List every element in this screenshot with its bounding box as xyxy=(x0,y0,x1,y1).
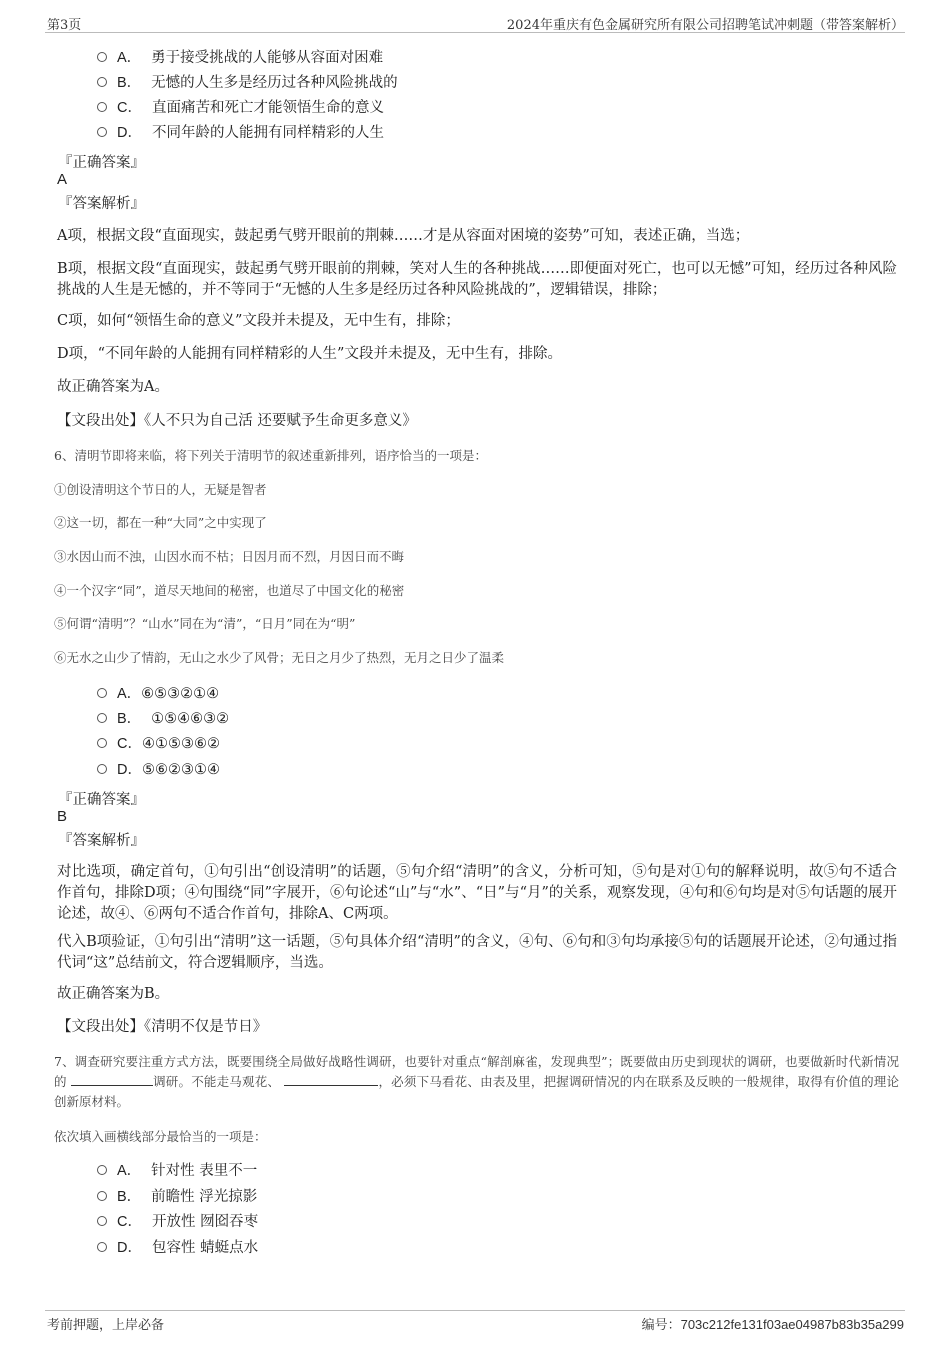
q6-conclusion: 故正确答案为B。 xyxy=(57,986,170,1002)
radio-icon[interactable] xyxy=(97,127,107,137)
footer-code xyxy=(642,1314,904,1333)
radio-icon[interactable] xyxy=(97,1191,107,1201)
option-letter: A． xyxy=(117,1163,142,1179)
q5-analysis-a: A项，根据文段“直面现实，鼓起勇气劈开眼前的荆棘……才是从容面对困境的姿势”可知，表述正确，当选； xyxy=(57,228,750,244)
option-text: ①⑤④⑥③② xyxy=(151,711,230,727)
q7-blank-1 xyxy=(71,1073,153,1086)
radio-icon[interactable] xyxy=(97,1216,107,1226)
option-text: 不同年龄的人能拥有同样精彩的人生 xyxy=(151,125,384,141)
q5-option-b[interactable] xyxy=(97,73,398,93)
q5-analysis-c: C项，如何“领悟生命的意义”文段并未提及，无中生有，排除； xyxy=(57,313,460,329)
document-title: 2024年重庆有色金属研究所有限公司招聘笔试冲刺题（带答案解析） xyxy=(506,18,904,33)
q7-option-b[interactable] xyxy=(97,1187,257,1207)
q6-source: 【文段出处】《清明不仅是节日》 xyxy=(57,1019,268,1035)
q7-stem-part3: ，必须下马看花、由表及里，把握调研情况的内在联系及反映的一般规律，取得有价值的理论创新原材料。 xyxy=(54,1074,899,1109)
q5-answer: A xyxy=(57,171,68,188)
q7-option-d[interactable] xyxy=(97,1238,258,1258)
q6-option-c[interactable] xyxy=(97,734,220,754)
option-text: 直面痛苦和死亡才能领悟生命的意义 xyxy=(151,100,384,116)
option-letter: D． xyxy=(117,1240,142,1256)
radio-icon[interactable] xyxy=(97,713,107,723)
radio-icon[interactable] xyxy=(97,738,107,748)
option-letter: C． xyxy=(117,1214,142,1230)
option-text: ④①⑤③⑥② xyxy=(141,736,220,752)
header-divider xyxy=(45,32,905,33)
q6-analysis-2: 代入B项验证，①句引出“清明”这一话题，⑤句具体介绍“清明”的含义，④句、⑥句和③句均承接⑤句的话题展开论述，②句通过指代词“这”总结前文，符合逻辑顺序，当选。 xyxy=(57,934,897,971)
radio-icon[interactable] xyxy=(97,1242,107,1252)
footer-divider xyxy=(45,1310,905,1311)
q6-answer: B xyxy=(57,808,68,825)
option-text: 勇于接受挑战的人能够从容面对困难 xyxy=(151,50,384,66)
q7-blank-2 xyxy=(284,1073,378,1086)
q6-sentence-3: ③水因山而不浊，山因水而不枯；日因月而不烈，月因日而不晦 xyxy=(54,549,405,564)
option-letter: D． xyxy=(117,125,142,141)
q7-option-c[interactable] xyxy=(97,1212,258,1232)
option-text: ⑤⑥②③①④ xyxy=(141,762,220,778)
option-letter: C． xyxy=(117,100,142,116)
footer-slogan: 考前押题，上岸必备 xyxy=(47,1318,165,1333)
q7-stem-part1: 7、调查研究要注重方式方法，既要围绕全局做好战略性调研，也要针对重点“解剖麻雀，发现典型”；既要做由历史到现状的调研，也要做新时代新情况的 xyxy=(54,1054,899,1089)
radio-icon[interactable] xyxy=(97,1165,107,1175)
option-letter: C． xyxy=(117,736,142,752)
q5-option-d[interactable] xyxy=(97,123,384,143)
q7-option-a[interactable] xyxy=(97,1161,257,1181)
q6-option-a[interactable] xyxy=(97,684,219,704)
radio-icon[interactable] xyxy=(97,102,107,112)
q6-option-b[interactable] xyxy=(97,709,229,729)
option-letter: B． xyxy=(117,75,142,91)
option-text: 前瞻性 浮光掠影 xyxy=(151,1189,258,1205)
q6-sentence-5: ⑤何谓“清明”？“山水”同在为“清”，“日月”同在为“明” xyxy=(54,616,356,631)
footer-code-value: 703c212fe131f03ae04987b83b35a299 xyxy=(680,1317,904,1332)
footer-code-label: 编号： xyxy=(641,1318,681,1333)
q5-answer-label: 『正确答案』 xyxy=(58,155,145,171)
option-text: 包容性 蜻蜓点水 xyxy=(151,1240,259,1256)
q5-source: 【文段出处】《人不只为自己活 还要赋予生命更多意义》 xyxy=(57,413,417,429)
q5-option-a[interactable] xyxy=(97,48,383,68)
q6-sentence-6: ⑥无水之山少了情韵，无山之水少了风骨；无日之月少了热烈，无月之日少了温柔 xyxy=(54,650,505,665)
option-letter: A． xyxy=(117,50,142,66)
option-letter: D． xyxy=(117,762,142,778)
q6-option-d[interactable] xyxy=(97,760,220,780)
option-letter: B． xyxy=(117,1189,142,1205)
option-text: ⑥⑤③②①④ xyxy=(141,686,220,702)
q6-answer-label: 『正确答案』 xyxy=(58,792,145,808)
radio-icon[interactable] xyxy=(97,77,107,87)
q5-analysis-d: D项，“不同年龄的人能拥有同样精彩的人生”文段并未提及，无中生有，排除。 xyxy=(57,346,562,362)
option-letter: B． xyxy=(117,711,142,727)
page-number: 第3页 xyxy=(47,18,82,33)
radio-icon[interactable] xyxy=(97,688,107,698)
q6-sentence-1: ①创设清明这个节日的人，无疑是智者 xyxy=(54,482,267,497)
option-text: 针对性 表里不一 xyxy=(151,1163,258,1179)
radio-icon[interactable] xyxy=(97,52,107,62)
q5-option-c[interactable] xyxy=(97,98,384,118)
q6-analysis-1: 对比选项，确定首句，①句引出“创设清明”的话题，⑤句介绍“清明”的含义，分析可知，⑤句是对①句的解释说明，故⑤句不适合作首句，排除D项；④句围绕“同”字展开，⑥句论述“山”与“水”、“日”与“月”的关系，观察发现，④句和⑥句均是对⑤句话题的展开论述，故④、⑥两句不适合作首句，排除A、C两项。 xyxy=(57,864,897,922)
q6-analysis-label: 『答案解析』 xyxy=(58,833,145,849)
radio-icon[interactable] xyxy=(97,764,107,774)
q5-conclusion: 故正确答案为A。 xyxy=(57,379,169,395)
q5-analysis-b: B项，根据文段“直面现实，鼓起勇气劈开眼前的荆棘，笑对人生的各种挑战……即便面对死亡，也可以无憾”可知，经历过各种风险挑战的人生是无憾的，并不等同于“无憾的人生多是经历过各种风险挑战的”，逻辑错误，排除； xyxy=(57,261,897,298)
q6-sentence-4: ④一个汉字“同”，道尽天地间的秘密，也道尽了中国文化的秘密 xyxy=(54,583,405,598)
option-text: 无憾的人生多是经历过各种风险挑战的 xyxy=(151,75,398,91)
q7-stem xyxy=(54,1052,899,1112)
q6-stem: 6、清明节即将来临，将下列关于清明节的叙述重新排列，语序恰当的一项是： xyxy=(54,448,487,463)
option-letter: A． xyxy=(117,686,142,702)
q7-stem-part2: 调研。不能走马观花、 xyxy=(152,1074,281,1089)
q5-analysis-label: 『答案解析』 xyxy=(58,196,145,212)
q6-sentence-2: ②这一切，都在一种“大同”之中实现了 xyxy=(54,515,267,530)
q7-prompt: 依次填入画横线部分最恰当的一项是： xyxy=(54,1129,267,1144)
option-text: 开放性 囫囵吞枣 xyxy=(151,1214,259,1230)
